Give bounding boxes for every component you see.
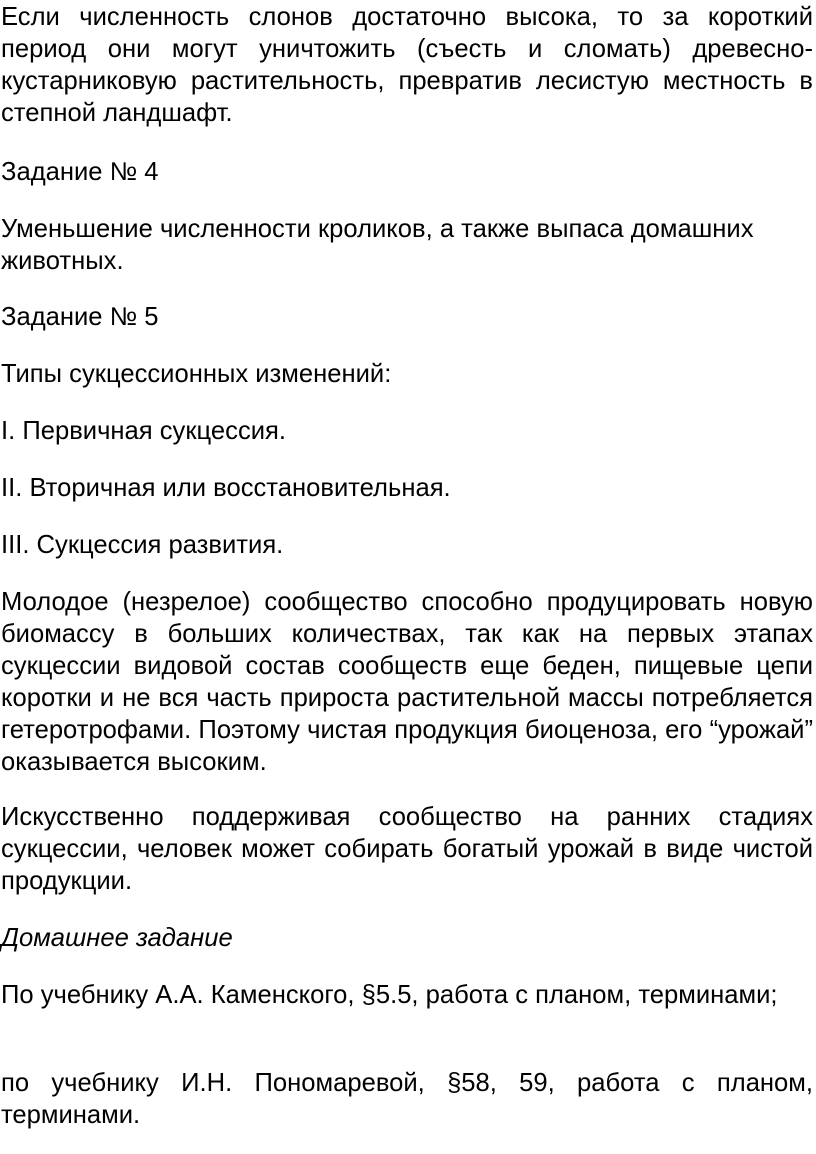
paragraph-succession-types: Типы сукцессионных изменений: — [1, 360, 392, 388]
paragraph-elephants: Если численность слонов достаточно высока, то за короткий период они могут уничтожить (съесть и сломать) древесно-кустарниковую растительность, превратив лесистую местность в степной ландшафт. — [1, 3, 813, 127]
paragraph-artificial-support: Искусственно поддерживая сообщество на ранних стадиях сукцессии, человек может собирать богатый урожай в виде чистой продукции. — [1, 803, 813, 895]
heading-homework: Домашнее задание — [1, 924, 233, 952]
paragraph-homework-ponomareva: по учебнику И.Н. Пономаревой, §58, 59, работа с планом, терминами. — [1, 1069, 813, 1129]
list-item-development: III. Сукцессия развития. — [1, 531, 284, 559]
heading-task-4: Задание № 4 — [1, 158, 159, 186]
list-item-secondary: II. Вторичная или восстановительная. — [1, 474, 451, 502]
heading-task-5: Задание № 5 — [1, 303, 159, 331]
paragraph-young-community: Молодое (незрелое) сообщество способно продуцировать новую биомассу в больших количествах, так как на первых этапах сукцессии видовой состав сообществ еще беден, пищевые цепи коротки и не вся часть прироста растительной массы потребляется гетеротрофами. Поэтому чистая продукция биоценоза, его “урожай” оказывается высоким. — [1, 588, 813, 776]
paragraph-homework-kamensky: По учебнику А.А. Каменского, §5.5, работа с планом, терминами; — [1, 981, 778, 1009]
list-item-primary: I. Первичная сукцессия. — [1, 417, 287, 445]
paragraph-task-4-answer: Уменьшение численности кроликов, а также выпаса домашних животных. — [1, 215, 754, 275]
